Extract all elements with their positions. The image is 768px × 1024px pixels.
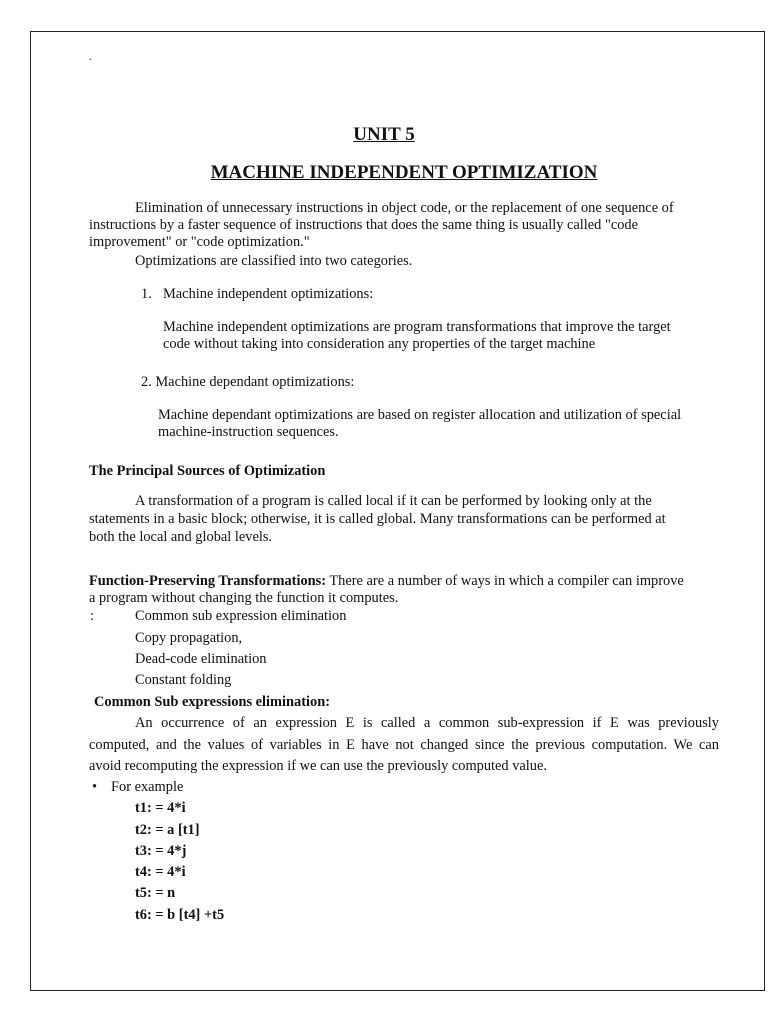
main-title: MACHINE INDEPENDENT OPTIMIZATION [210, 162, 598, 183]
code-line: t1: = 4*i [135, 800, 186, 816]
category-2-desc-line-1: Machine dependant optimizations are based on register allocation and utilization of special [158, 407, 682, 423]
function-preserving-line-2: a program without changing the function it computes. [89, 590, 399, 606]
category-1-desc-line-2: code without taking into consideration any properties of the target machine [163, 336, 596, 352]
intro-line-1: Elimination of unnecessary instructions in object code, or the replacement of one sequence of [135, 200, 674, 216]
principal-line-3: both the local and global levels. [89, 529, 273, 545]
category-1-title: Machine independent optimizations: [163, 286, 374, 302]
function-preserving-colon: : [90, 608, 94, 624]
category-1-desc-line-1: Machine independent optimizations are program transformations that improve the target [163, 319, 671, 335]
intro-line-3: improvement" or "code optimization." [89, 234, 310, 250]
code-line: t2: = a [t1] [135, 822, 200, 838]
transformation-item: Common sub expression elimination [135, 608, 347, 624]
transformation-item: Constant folding [135, 672, 232, 688]
function-preserving-heading: Function-Preserving Transformations: [89, 573, 327, 589]
code-line: t4: = 4*i [135, 864, 186, 880]
common-sub-line-3: avoid recomputing the expression if we can use the previously computed value. [89, 758, 547, 774]
function-preserving-line-1-rest: There are a number of ways in which a compiler can improve [329, 573, 684, 589]
code-line: t6: = b [t4] +t5 [135, 907, 225, 923]
transformation-item: Dead-code elimination [135, 651, 267, 667]
category-2-desc-line-2: machine-instruction sequences. [158, 424, 339, 440]
category-2-title: 2. Machine dependant optimizations: [141, 374, 355, 390]
principal-line-2: statements in a basic block; otherwise, it is called global. Many transformations can be performed at [89, 511, 666, 527]
principal-line-1: A transformation of a program is called local if it can be performed by looking only at the [135, 493, 652, 509]
intro-line-2: instructions by a faster sequence of instructions that does the same thing is usually called "code [89, 217, 638, 233]
stray-dot: . [89, 52, 92, 63]
example-label: For example [111, 779, 184, 795]
category-1-marker: 1. [141, 286, 152, 302]
bullet-icon: • [92, 779, 98, 795]
code-line: t3: = 4*j [135, 843, 187, 859]
transformation-item: Copy propagation, [135, 630, 243, 646]
common-sub-line-1: An occurrence of an expression E is called a common sub-expression if E was previously [135, 715, 719, 731]
function-preserving-line-1 [89, 572, 684, 590]
unit-title: UNIT 5 [353, 124, 415, 145]
common-sub-heading: Common Sub expressions elimination: [94, 694, 331, 710]
common-sub-line-2: computed, and the values of variables in E have not changed since the previous computation. We can [89, 737, 719, 753]
intro-line-4: Optimizations are classified into two categories. [135, 253, 413, 269]
code-line: t5: = n [135, 885, 176, 901]
principal-heading: The Principal Sources of Optimization [89, 463, 326, 479]
